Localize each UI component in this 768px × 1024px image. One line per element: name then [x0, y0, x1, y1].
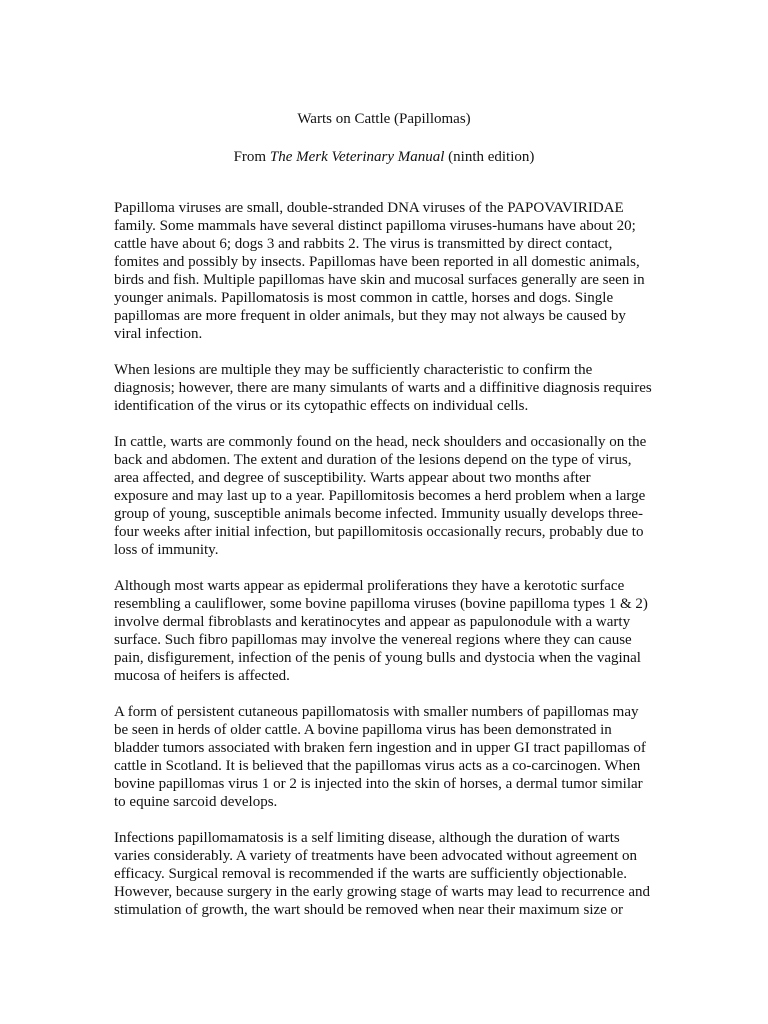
text-line: family. Some mammals have several distinct papilloma viruses-humans have about 20;	[114, 218, 636, 234]
text-line: younger animals. Papillomatosis is most common in cattle, horses and dogs. Single	[114, 290, 614, 306]
body-paragraph	[114, 361, 654, 415]
body-paragraph	[114, 703, 654, 811]
text-line: group of young, susceptible animals become infected. Immunity usually develops three-	[114, 506, 644, 522]
text-line: be seen in herds of older cattle. A bovine papilloma virus has been demonstrated in	[114, 722, 612, 738]
text-line: fomites and possibly by insects. Papillomas have been reported in all domestic animals,	[114, 254, 640, 270]
text-line: diagnosis; however, there are many simulants of warts and a diffinitive diagnosis requires	[114, 380, 652, 396]
text-line: cattle have about 6; dogs 3 and rabbits 2. The virus is transmitted by direct contact,	[114, 236, 613, 252]
text-line: resembling a cauliflower, some bovine papilloma viruses (bovine papilloma types 1 & 2)	[114, 596, 648, 612]
body-paragraph	[114, 577, 654, 685]
text-line: four weeks after initial infection, but papillomitosis occasionally recurs, probably due to	[114, 524, 644, 540]
text-line: cattle in Scotland. It is believed that the papillomas virus acts as a co-carcinogen. When	[114, 758, 641, 774]
text-line: to equine sarcoid develops.	[114, 794, 278, 810]
source-book-title: The Merk Veterinary Manual	[269, 149, 445, 165]
text-line: stimulation of growth, the wart should be removed when near their maximum size or	[114, 902, 624, 918]
document-body	[114, 199, 654, 937]
text-line: papillomas are more frequent in older animals, but they may not always be caused by	[114, 308, 626, 324]
text-line: back and abdomen. The extent and duration of the lesions depend on the type of virus,	[114, 452, 632, 468]
text-line: When lesions are multiple they may be sufficiently characteristic to confirm the	[114, 362, 593, 378]
text-line: exposure and may last up to a year. Papillomitosis becomes a herd problem when a large	[114, 488, 646, 504]
source-suffix: (ninth edition)	[444, 149, 535, 165]
text-line: bladder tumors associated with braken fern ingestion and in upper GI tract papillomas of	[114, 740, 646, 756]
body-paragraph	[114, 199, 654, 343]
text-line: However, because surgery in the early growing stage of warts may lead to recurrence and	[114, 884, 650, 900]
text-line: surface. Such fibro papillomas may involve the venereal regions where they can cause	[114, 632, 632, 648]
source-prefix: From	[233, 149, 270, 165]
text-line: loss of immunity.	[114, 542, 219, 558]
body-paragraph	[114, 829, 654, 919]
text-line: Infections papillomamatosis is a self limiting disease, although the duration of warts	[114, 830, 620, 846]
text-line: birds and fish. Multiple papillomas have skin and mucosal surfaces generally are seen in	[114, 272, 645, 288]
body-paragraph	[114, 433, 654, 559]
text-line: efficacy. Surgical removal is recommended if the warts are sufficiently objectionable.	[114, 866, 628, 882]
text-line: bovine papillomas virus 1 or 2 is injected into the skin of horses, a dermal tumor similar	[114, 776, 643, 792]
document-source	[0, 148, 768, 166]
text-line: pain, disfigurement, infection of the penis of young bulls and dystocia when the vaginal	[114, 650, 641, 666]
document-title: Warts on Cattle (Papillomas)	[297, 111, 471, 127]
text-line: identification of the virus or its cytopathic effects on individual cells.	[114, 398, 529, 414]
text-line: mucosa of heifers is affected.	[114, 668, 290, 684]
text-line: Although most warts appear as epidermal proliferations they have a kerototic surface	[114, 578, 625, 594]
text-line: viral infection.	[114, 326, 203, 342]
text-line: varies considerably. A variety of treatments have been advocated without agreement on	[114, 848, 638, 864]
text-line: In cattle, warts are commonly found on the head, neck shoulders and occasionally on the	[114, 434, 647, 450]
text-line: Papilloma viruses are small, double-stranded DNA viruses of the PAPOVAVIRIDAE	[114, 200, 624, 216]
text-line: involve dermal fibroblasts and keratinocytes and appear as papulonodule with a warty	[114, 614, 631, 630]
text-line: A form of persistent cutaneous papillomatosis with smaller numbers of papillomas may	[114, 704, 639, 720]
text-line: area affected, and degree of susceptibility. Warts appear about two months after	[114, 470, 591, 486]
